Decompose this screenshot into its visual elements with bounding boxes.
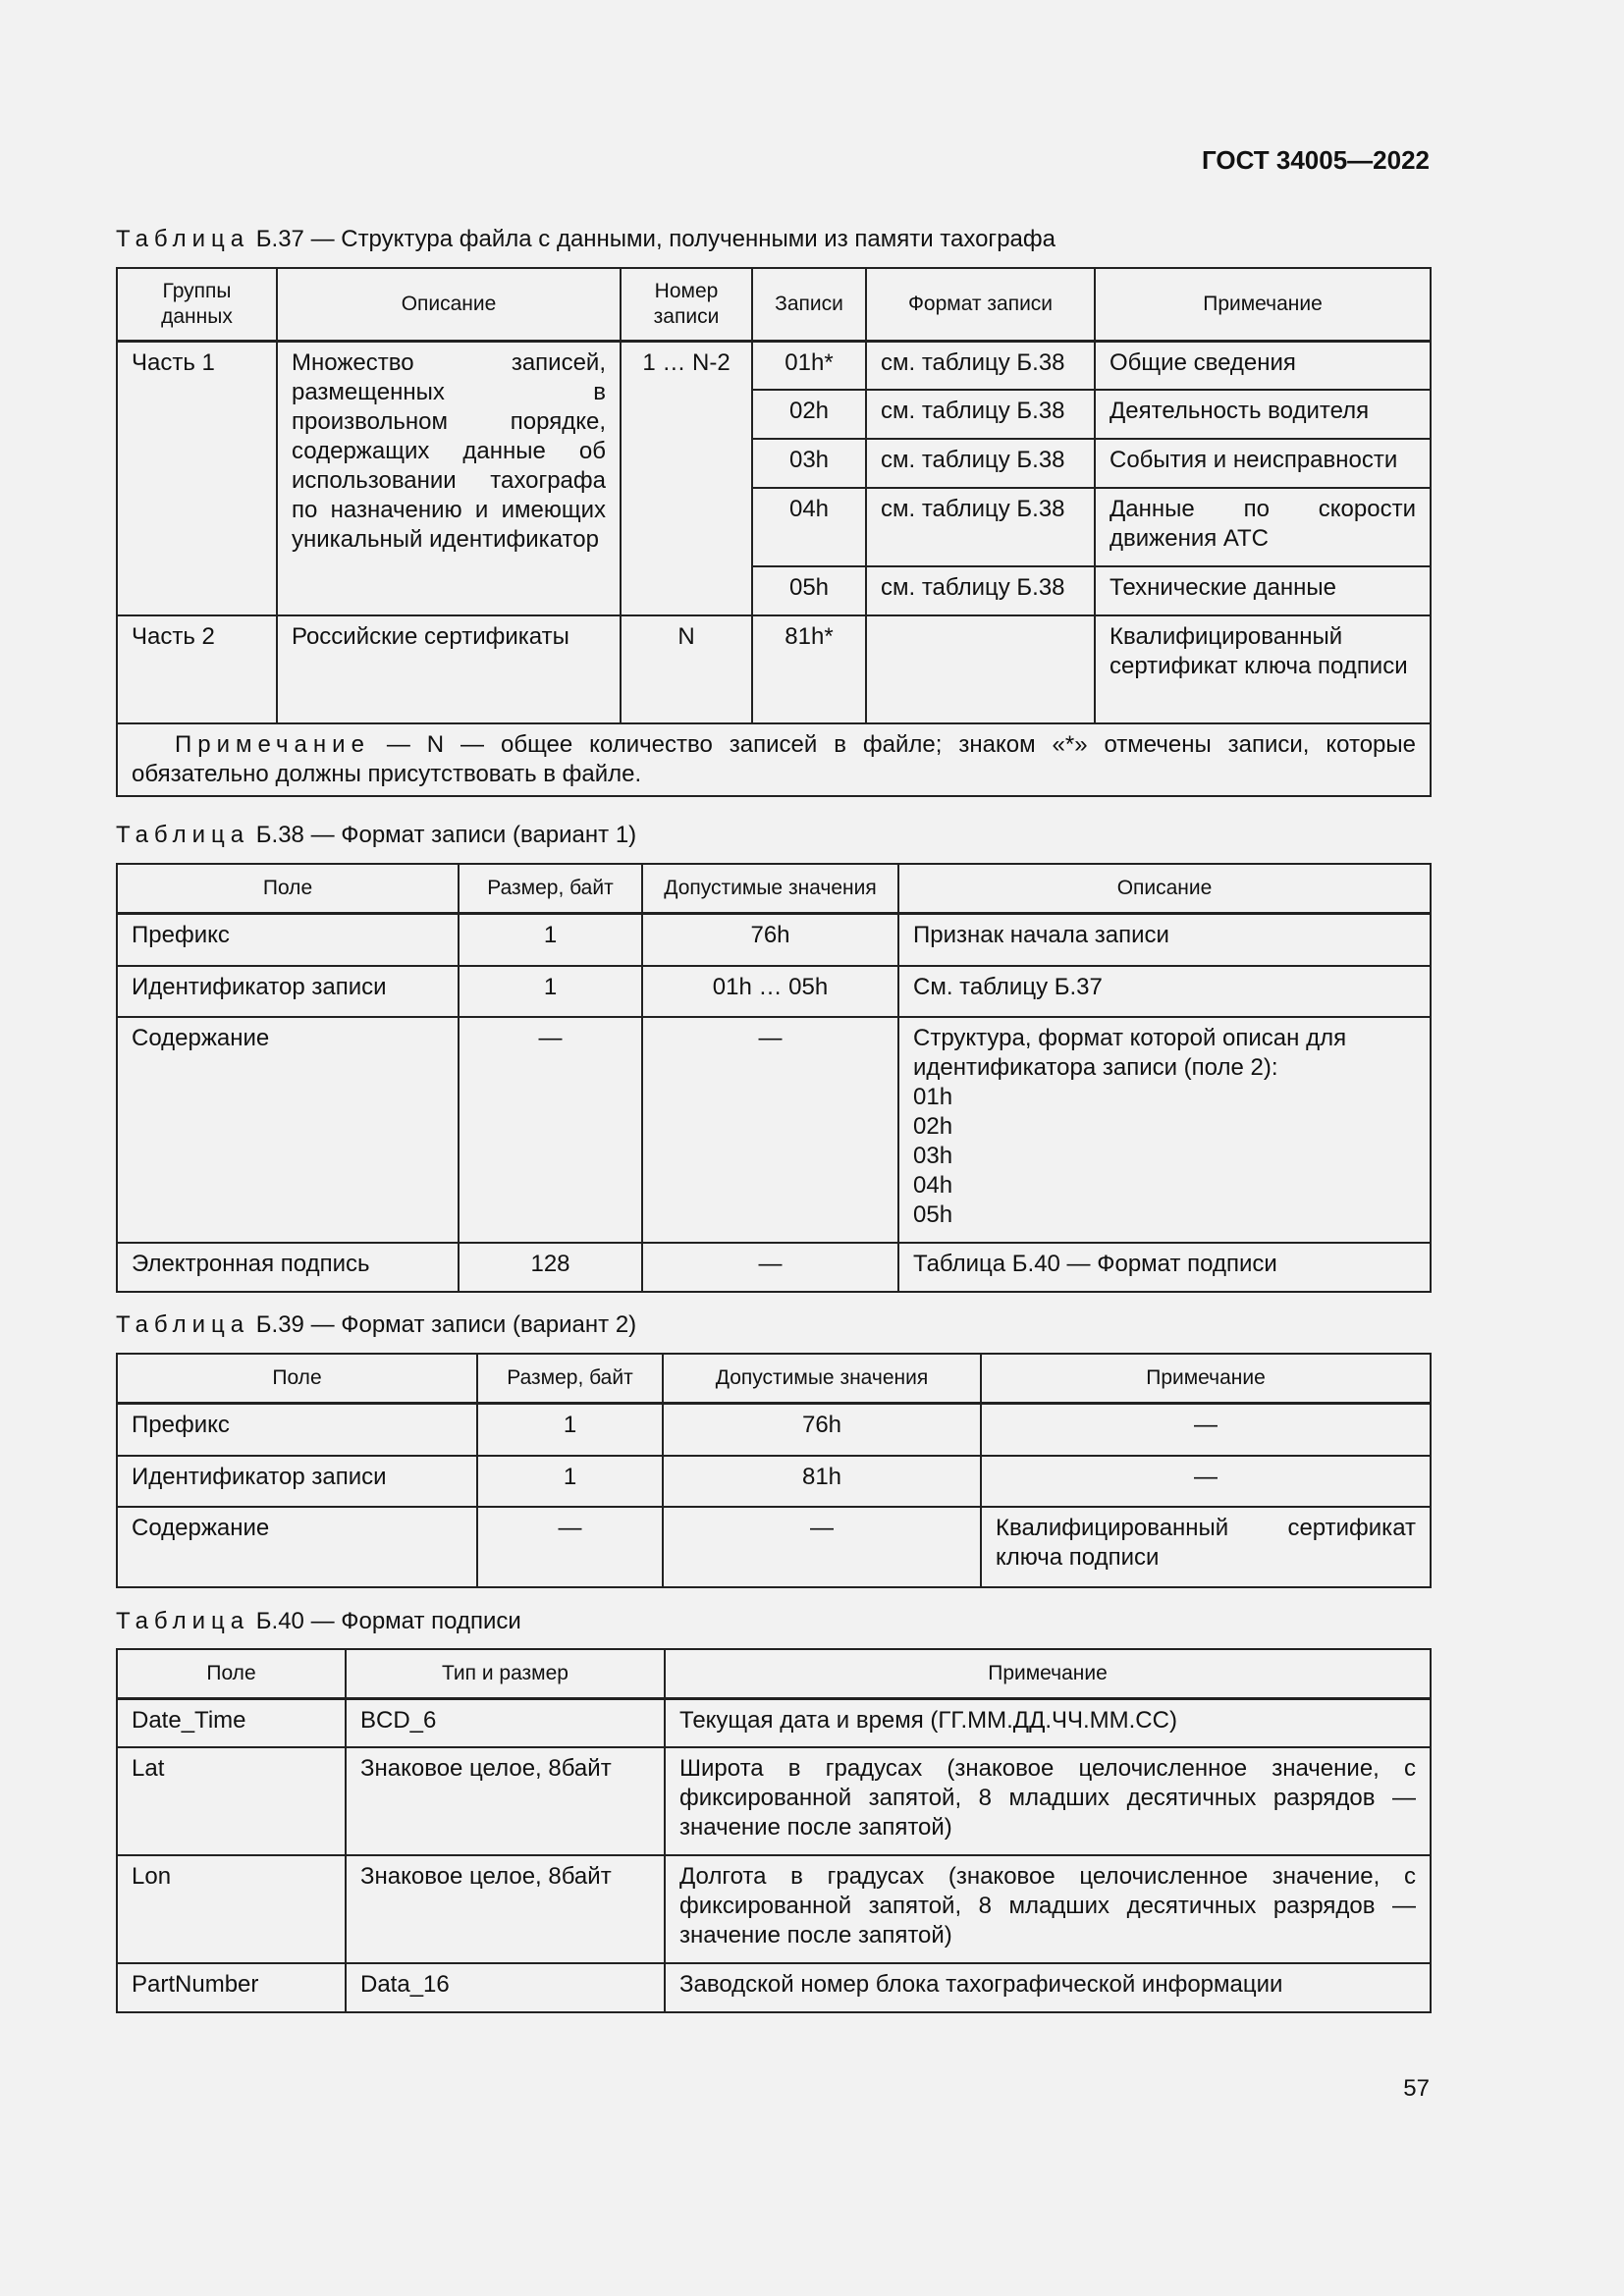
table-b37-caption	[116, 226, 1056, 253]
record-format: см. таблицу Б.38	[866, 488, 1095, 566]
record-note: Деятельность водителя	[1095, 390, 1431, 439]
desc-cell: Признак начала записи	[898, 913, 1431, 966]
part2-number: N	[621, 615, 752, 723]
col-header-groups: Группы данных	[117, 268, 277, 341]
record-format: см. таблицу Б.38	[866, 390, 1095, 439]
record-id: 03h	[752, 439, 866, 488]
col-header-values: Допустимые значения	[663, 1354, 981, 1403]
table-row	[117, 1243, 1431, 1292]
table-row	[117, 1017, 1431, 1243]
col-header-field: Поле	[117, 864, 459, 913]
record-id: 05h	[752, 566, 866, 615]
record-note: Данные по скорости движения АТС	[1095, 488, 1431, 566]
note-cell: Текущая дата и время (ГГ.ММ.ДД.ЧЧ.ММ.СС)	[665, 1698, 1431, 1747]
table-b40	[116, 1648, 1432, 2013]
size-cell: 1	[459, 913, 642, 966]
table-row	[117, 1963, 1431, 2012]
desc-text: Структура, формат которой описан для идентификатора записи (поле 2):	[913, 1025, 1347, 1081]
note-cell: Широта в градусах (знаковое целочисленное значение, с фиксированной запятой, 8 младших десятичных разрядов — значение после запятой)	[665, 1747, 1431, 1855]
caption-text: Б.40 — Формат подписи	[255, 1608, 521, 1634]
record-note: События и неисправности	[1095, 439, 1431, 488]
note-cell: Квалифицированный сертификат ключа подписи	[981, 1507, 1431, 1587]
field-cell: Lat	[117, 1747, 346, 1855]
size-cell: —	[477, 1507, 663, 1587]
content-id: 03h	[913, 1143, 953, 1169]
content-id: 05h	[913, 1201, 953, 1228]
col-header-note: Примечание	[981, 1354, 1431, 1403]
table-b40-caption	[116, 1608, 521, 1635]
col-header-note: Примечание	[1095, 268, 1431, 341]
field-cell: Идентификатор записи	[117, 1456, 477, 1507]
content-id: 01h	[913, 1084, 953, 1110]
desc-cell: Таблица Б.40 — Формат подписи	[898, 1243, 1431, 1292]
caption-text: Б.39 — Формат записи (вариант 2)	[255, 1311, 637, 1338]
part1-group: Часть 1	[117, 341, 277, 615]
field-cell: Префикс	[117, 1403, 477, 1456]
table-b39	[116, 1353, 1432, 1588]
values-cell: —	[663, 1507, 981, 1587]
col-header-size: Размер, байт	[459, 864, 642, 913]
desc-cell: См. таблицу Б.37	[898, 966, 1431, 1017]
part2-format	[866, 615, 1095, 723]
desc-cell	[898, 1017, 1431, 1243]
col-header-records: Записи	[752, 268, 866, 341]
note-cell: —	[981, 1456, 1431, 1507]
table-row	[117, 615, 1431, 723]
table-b39-caption	[116, 1311, 636, 1339]
type-cell: Знаковое целое, 8байт	[346, 1855, 665, 1963]
col-header-field: Поле	[117, 1354, 477, 1403]
record-id: 01h*	[752, 341, 866, 390]
caption-text: Б.38 — Формат записи (вариант 1)	[255, 822, 637, 848]
col-header-description: Описание	[898, 864, 1431, 913]
page-number: 57	[1403, 2075, 1430, 2102]
size-cell: —	[459, 1017, 642, 1243]
note-word: Примечание	[175, 731, 370, 758]
record-format: см. таблицу Б.38	[866, 566, 1095, 615]
part2-description: Российские сертификаты	[277, 615, 621, 723]
part2-note: Квалифицированный сертификат ключа подписи	[1095, 615, 1431, 723]
field-cell: Содержание	[117, 1017, 459, 1243]
record-note: Технические данные	[1095, 566, 1431, 615]
record-format: см. таблицу Б.38	[866, 439, 1095, 488]
size-cell: 1	[477, 1456, 663, 1507]
size-cell: 1	[459, 966, 642, 1017]
table-b38	[116, 863, 1432, 1293]
part1-description: Множество записей, размещенных в произвольном порядке, содержащих данные об использовании тахографа по назначению и имеющих уникальный идентификатор	[277, 341, 621, 615]
table-b37	[116, 267, 1432, 797]
note-cell: Заводской номер блока тахографической информации	[665, 1963, 1431, 2012]
note-text: — N — общее количество записей в файле; знаком «*» отмечены записи, которые обязательно должны присутствовать в файле.	[132, 731, 1416, 787]
values-cell: 81h	[663, 1456, 981, 1507]
record-note: Общие сведения	[1095, 341, 1431, 390]
caption-word: Таблица	[116, 1608, 250, 1634]
record-format: см. таблицу Б.38	[866, 341, 1095, 390]
caption-text: Б.37 — Структура файла с данными, полученными из памяти тахографа	[255, 226, 1056, 252]
caption-word: Таблица	[116, 226, 250, 252]
type-cell: Знаковое целое, 8байт	[346, 1747, 665, 1855]
values-cell: 76h	[663, 1403, 981, 1456]
field-cell: Содержание	[117, 1507, 477, 1587]
col-header-description: Описание	[277, 268, 621, 341]
values-cell: —	[642, 1017, 898, 1243]
document-code: ГОСТ 34005—2022	[1202, 145, 1430, 175]
col-header-format: Формат записи	[866, 268, 1095, 341]
part1-number: 1 … N-2	[621, 341, 752, 615]
type-cell: Data_16	[346, 1963, 665, 2012]
field-cell: Lon	[117, 1855, 346, 1963]
field-cell: Date_Time	[117, 1698, 346, 1747]
col-header-type: Тип и размер	[346, 1649, 665, 1698]
caption-word: Таблица	[116, 822, 250, 848]
caption-word: Таблица	[116, 1311, 250, 1338]
record-id: 04h	[752, 488, 866, 566]
table-row	[117, 1507, 1431, 1587]
table-note-row	[117, 723, 1431, 796]
field-cell: Электронная подпись	[117, 1243, 459, 1292]
table-header-row	[117, 864, 1431, 913]
table-row	[117, 1747, 1431, 1855]
field-cell: PartNumber	[117, 1963, 346, 2012]
field-cell: Идентификатор записи	[117, 966, 459, 1017]
col-header-values: Допустимые значения	[642, 864, 898, 913]
col-header-number: Номер записи	[621, 268, 752, 341]
table-note	[117, 723, 1431, 796]
record-id: 02h	[752, 390, 866, 439]
size-cell: 128	[459, 1243, 642, 1292]
table-row	[117, 966, 1431, 1017]
field-cell: Префикс	[117, 913, 459, 966]
col-header-size: Размер, байт	[477, 1354, 663, 1403]
note-cell: —	[981, 1403, 1431, 1456]
table-header-row	[117, 1354, 1431, 1403]
values-cell: 76h	[642, 913, 898, 966]
table-row	[117, 1855, 1431, 1963]
values-cell: —	[642, 1243, 898, 1292]
part2-group: Часть 2	[117, 615, 277, 723]
content-id: 04h	[913, 1172, 953, 1199]
col-header-note: Примечание	[665, 1649, 1431, 1698]
table-row	[117, 913, 1431, 966]
content-id: 02h	[913, 1113, 953, 1140]
table-row	[117, 1456, 1431, 1507]
values-cell: 01h … 05h	[642, 966, 898, 1017]
table-row	[117, 341, 1431, 390]
type-cell: BCD_6	[346, 1698, 665, 1747]
table-header-row	[117, 1649, 1431, 1698]
col-header-field: Поле	[117, 1649, 346, 1698]
table-row	[117, 1403, 1431, 1456]
size-cell: 1	[477, 1403, 663, 1456]
note-cell: Долгота в градусах (знаковое целочисленное значение, с фиксированной запятой, 8 младших десятичных разрядов — значение после запятой)	[665, 1855, 1431, 1963]
table-b38-caption	[116, 822, 636, 849]
table-row	[117, 1698, 1431, 1747]
part2-record: 81h*	[752, 615, 866, 723]
table-header-row	[117, 268, 1431, 341]
